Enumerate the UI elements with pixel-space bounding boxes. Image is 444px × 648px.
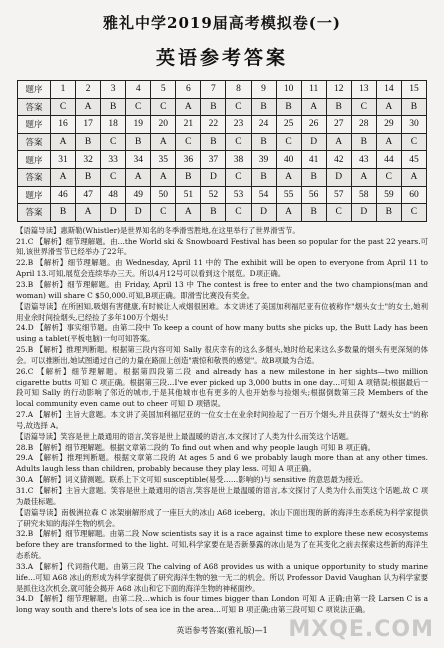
- question-number: 14: [376, 81, 401, 99]
- answer-cell: C: [151, 98, 176, 116]
- answer-explanation: 28.B 【解析】细节理解题。根据文章第二段的 To find out when and why people laugh 可知 B 项正确。: [16, 442, 376, 452]
- question-number: 31: [51, 151, 76, 169]
- answer-explanation: 24.D 【解析】事实细节题。由第二段中 To keep a count of how many butts she picks up, the Butt Lady has been using a tablet(平板电脑)一句可知答案。: [16, 323, 428, 344]
- question-number: 27: [326, 116, 351, 134]
- question-number: 47: [76, 186, 101, 204]
- answer-cell: C: [276, 133, 301, 151]
- answer-cell: B: [351, 133, 376, 151]
- answer-cell: D: [201, 168, 226, 186]
- question-number: 3: [101, 81, 126, 99]
- question-number: 13: [351, 81, 376, 99]
- question-number: 24: [251, 116, 276, 134]
- exam-header: 雅礼中学2019届高考模拟卷(一): [103, 14, 341, 32]
- question-number: 42: [326, 151, 351, 169]
- answer-explanation: 23.B 【解析】细节理解题。由 Friday, April 13 中 The contest is free to enter and the two champions(man and woman) will share C $50,000.可知,B项正确。即滑雪比赛没有奖金。: [16, 279, 428, 300]
- question-number: 36: [176, 151, 201, 169]
- passage-intro: 【语篇导读】笑容是世上最通用的语言,笑容是世上最温暖的语言,本文探讨了人类为什么而笑这个话题。: [16, 431, 354, 441]
- question-number: 52: [201, 186, 226, 204]
- row-header-question: 题序: [18, 151, 51, 169]
- answer-cell: D: [351, 204, 376, 222]
- answer-cell: B: [126, 133, 151, 151]
- answer-cell: B: [51, 204, 76, 222]
- answer-cell: C: [351, 98, 376, 116]
- answer-cell: A: [76, 98, 101, 116]
- answer-cell: B: [276, 98, 301, 116]
- answer-cell: C: [226, 98, 251, 116]
- question-number-row: [18, 186, 427, 204]
- page-footer: 英语参考答案(雅礼版)—1: [176, 626, 268, 635]
- question-number: 20: [151, 116, 176, 134]
- question-number: 38: [226, 151, 251, 169]
- question-number: 37: [201, 151, 226, 169]
- answer-cell: C: [326, 204, 351, 222]
- answer-explanation: 26.C 【解析】细节理解题。根据第四段第二段 and already has a new milestone in her sights—two million cigarette butts 可知 C 项正确。根据第三段…I've ever picked up 3,000 butts in one day…可知 A 项错误;根据最后一段可知 Sally 的行动影响了邻近的城市,于是其他城市也有更多的人也开始参与捡烟头;根据倒数第三段 Members of the local community even came out to cheer 可知 D 项错误。: [16, 366, 428, 409]
- question-number: 51: [176, 186, 201, 204]
- question-number: 21: [176, 116, 201, 134]
- question-number: 49: [126, 186, 151, 204]
- row-header-answer: 答案: [18, 204, 51, 222]
- row-header-answer: 答案: [18, 168, 51, 186]
- question-number: 26: [301, 116, 326, 134]
- question-number: 35: [151, 151, 176, 169]
- row-header-question: 题序: [18, 81, 51, 99]
- explanations: [16, 226, 428, 616]
- question-number: 46: [51, 186, 76, 204]
- answer-cell: B: [251, 98, 276, 116]
- question-number: 5: [151, 81, 176, 99]
- question-number: 9: [251, 81, 276, 99]
- answer-explanation: 31.C 【解析】主旨大意题。笑容是世上最通用的语言,笑容是世上最温暖的语言,本文探讨了人类为什么而笑这个话题,故 C 项为最佳标题。: [16, 486, 428, 506]
- answer-cell: B: [101, 98, 126, 116]
- question-number: 56: [301, 186, 326, 204]
- question-number-row: [18, 81, 427, 99]
- answer-explanation: 22.B 【解析】细节理解题。由 Wednesday, April 11 中的 The exhibit will be open to everyone from April 11 to April 13.可知,展览会连续举办三天。所以4月12号可以看到这个展览。D项正确。: [16, 258, 428, 279]
- question-number: 28: [351, 116, 376, 134]
- answer-cell: D: [301, 133, 326, 151]
- question-number: 19: [126, 116, 151, 134]
- question-number: 39: [251, 151, 276, 169]
- answer-cell: A: [376, 98, 401, 116]
- question-number: 43: [351, 151, 376, 169]
- question-number-row: [18, 151, 427, 169]
- answer-cell: C: [176, 133, 201, 151]
- answer-cell: A: [301, 98, 326, 116]
- question-number: 12: [326, 81, 351, 99]
- question-number: 55: [276, 186, 301, 204]
- answer-cell: B: [376, 204, 401, 222]
- question-number: 60: [401, 186, 426, 204]
- answer-cell: C: [101, 168, 126, 186]
- row-header-question: 题序: [18, 186, 51, 204]
- question-number: 7: [201, 81, 226, 99]
- answer-cell: C: [376, 168, 401, 186]
- answer-cell: A: [276, 168, 301, 186]
- answer-cell: A: [326, 133, 351, 151]
- answer-cell: A: [376, 133, 401, 151]
- row-header-answer: 答案: [18, 133, 51, 151]
- answer-cell: B: [326, 98, 351, 116]
- question-number: 2: [76, 81, 101, 99]
- answer-explanation: 27.A 【解析】主旨大意题。本文讲了美国加利福尼亚的一位女士在业余时间捡起了一百万个烟头,并且获得了"烟头女士"的称号,故选择 A。: [16, 410, 428, 430]
- answer-cell: A: [351, 168, 376, 186]
- answer-cell: D: [101, 204, 126, 222]
- answer-cell: C: [151, 204, 176, 222]
- question-number: 53: [226, 186, 251, 204]
- question-number: 6: [176, 81, 201, 99]
- answer-explanation: 32.B 【解析】细节理解题。由第二段 Now scientists say it is a race against time to explore these new ecosystems before they are transformed to the light. 可知,科学家要在是否新暴露的冰山是为了在其变化之前去探索这些新的海洋生态系统。: [16, 529, 428, 561]
- question-number: 54: [251, 186, 276, 204]
- answer-cell: D: [126, 204, 151, 222]
- question-number: 50: [151, 186, 176, 204]
- question-number: 17: [76, 116, 101, 134]
- answer-cell: C: [226, 133, 251, 151]
- answer-explanation: 25.B 【解析】推理判断题。根据第三段内容可知 Sally 很庆幸有的这么多烟头,她时给起来这么多数量的烟头有更深刻的体会。可以推断出,她试图通过自己的力量在路面上创造"震惊和敬畏的感觉"。故B项最为合适。: [16, 345, 428, 365]
- answer-cell: D: [326, 168, 351, 186]
- answer-cell: C: [401, 204, 426, 222]
- passage-intro: 【语篇导读】在所困知,吸烟有害健康,有时候让人戒烟很困难。本文讲述了美国加利福尼亚有位被称作"烟头女士"的女士,她利用业余时间捡烟头,已经捡了多年100万个烟头!: [16, 301, 428, 322]
- question-number: 45: [401, 151, 426, 169]
- answer-cell: B: [201, 98, 226, 116]
- question-number: 59: [376, 186, 401, 204]
- question-number: 29: [376, 116, 401, 134]
- question-number: 22: [201, 116, 226, 134]
- answer-cell: C: [226, 204, 251, 222]
- question-number: 33: [101, 151, 126, 169]
- question-number: 58: [351, 186, 376, 204]
- answer-cell: A: [151, 133, 176, 151]
- question-number: 4: [126, 81, 151, 99]
- answer-explanation: 29.A 【解析】推理判断题。根据文章第二段的 At ages 5 and 6 we probably laugh more than at any other times. Adults laugh less than children, probably because they play less. 可知 A 项正确。: [16, 453, 428, 474]
- page-title: 英语参考答案: [155, 47, 288, 69]
- question-number: 25: [276, 116, 301, 134]
- question-number: 32: [76, 151, 101, 169]
- answer-cell: A: [51, 133, 76, 151]
- answer-cell: B: [76, 168, 101, 186]
- answer-explanation: 21.C 【解析】细节理解题。由…the World ski & Snowboard Festival has been so popular for the past 22 years.可知,该世界滑雪节已经举办了22年。: [16, 236, 428, 257]
- answer-row: [18, 204, 427, 222]
- answer-cell: A: [276, 204, 301, 222]
- answer-row: [18, 98, 427, 116]
- question-number: 1: [51, 81, 76, 99]
- question-number: 40: [276, 151, 301, 169]
- answer-row: [18, 133, 427, 151]
- question-number: 30: [401, 116, 426, 134]
- row-header-question: 题序: [18, 116, 51, 134]
- answer-cell: C: [101, 133, 126, 151]
- answer-cell: B: [176, 168, 201, 186]
- answer-cell: A: [126, 168, 151, 186]
- answer-cell: A: [176, 204, 201, 222]
- answer-cell: B: [76, 133, 101, 151]
- answer-cell: C: [226, 168, 251, 186]
- answer-cell: B: [401, 98, 426, 116]
- answer-cell: C: [401, 133, 426, 151]
- passage-intro: 【语篇导读】惠斯勒(Whistler)是世界知名的冬季滑雪胜地,在这里举行了世界滑雪节。: [16, 225, 300, 235]
- answer-cell: A: [76, 204, 101, 222]
- answer-cell: C: [51, 98, 76, 116]
- watermark: MXQE.COM: [288, 617, 434, 642]
- question-number: 23: [226, 116, 251, 134]
- question-number: 15: [401, 81, 426, 99]
- answer-explanation: 33.A 【解析】代词指代题。由第三段 The calving of A68 provides us with a unique opportunity to study marine life…可知 A68 冰山的形成为科学家提供了研究海洋生物的独一无二的机会。所以 Professor David Vaughan 认为科学家要是抓住这次机会,就可能会揭开 A68 冰山和它下面的海洋生物的神秘面纱。: [16, 561, 428, 593]
- answer-cell: B: [251, 168, 276, 186]
- question-number: 18: [101, 116, 126, 134]
- answer-cell: A: [401, 168, 426, 186]
- answer-cell: D: [251, 204, 276, 222]
- question-number: 11: [301, 81, 326, 99]
- answer-cell: C: [126, 98, 151, 116]
- answer-cell: B: [201, 204, 226, 222]
- question-number-row: [18, 116, 427, 134]
- question-number: 44: [376, 151, 401, 169]
- answer-cell: B: [201, 133, 226, 151]
- answer-cell: A: [51, 168, 76, 186]
- question-number: 41: [301, 151, 326, 169]
- answer-table: [17, 80, 427, 222]
- passage-intro: 【语篇导读】南极洲拉森 C 冰架崩解形成了一座巨大的冰山 A68 iceberg。冰山下面出现的新的海洋生态系统为科学家提供了研究未知的海洋生物的机会。: [16, 507, 428, 528]
- answer-cell: A: [176, 98, 201, 116]
- question-number: 10: [276, 81, 301, 99]
- answer-cell: B: [301, 168, 326, 186]
- question-number: 8: [226, 81, 251, 99]
- answer-cell: B: [301, 204, 326, 222]
- question-number: 57: [326, 186, 351, 204]
- answer-cell: A: [151, 168, 176, 186]
- answer-cell: B: [251, 133, 276, 151]
- question-number: 48: [101, 186, 126, 204]
- question-number: 16: [51, 116, 76, 134]
- row-header-answer: 答案: [18, 98, 51, 116]
- answer-explanation: 34.D 【解析】细节理解题。由第二段…which is four times bigger than London 可知 A 正确;由第一段 Larsen C is a long way south and there's lots of sea ice in the area…可知 B 项正确;由第三段可知 C 项说法正确。: [16, 594, 428, 615]
- answer-row: [18, 168, 427, 186]
- answer-explanation: 30.A 【解析】词义猜测题。联系上下文可知 susceptible(易受……影响的)与 sensitive 的意思最为接近。: [16, 475, 368, 485]
- question-number: 34: [126, 151, 151, 169]
